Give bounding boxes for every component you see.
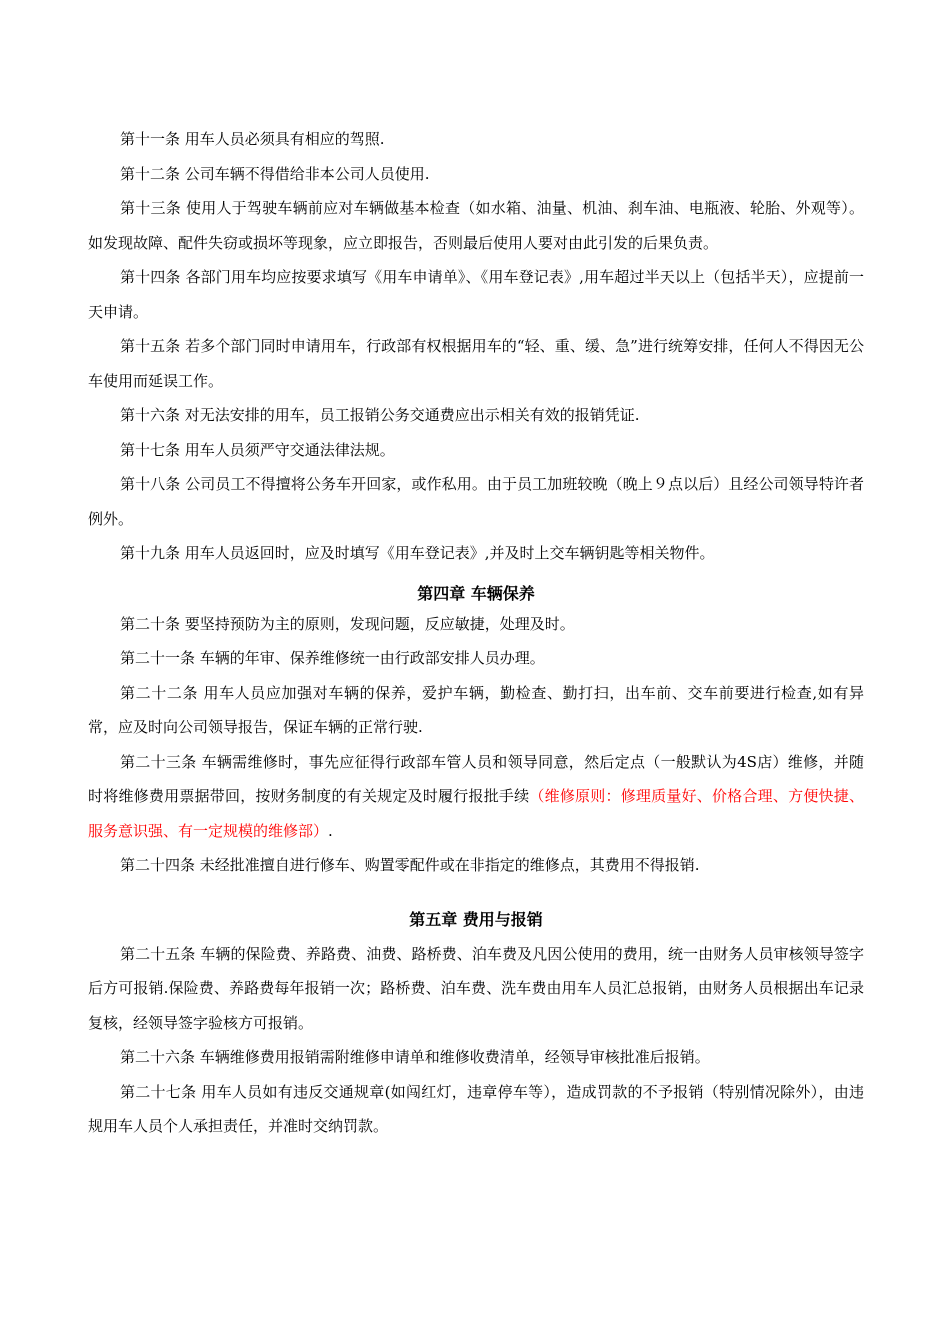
article-20: 第二十条 要坚持预防为主的原则，发现问题，反应敏捷，处理及时。 (120, 614, 575, 633)
article-15: 第十五条 若多个部门同时申请用车，行政部有权根据用车的“轻、重、缓、急”进行统筹安排，任何人不得因无公车使用而延误工作。 (88, 337, 864, 390)
article-11: 第十一条 用车人员必须具有相应的驾照. (120, 130, 385, 148)
article-23-end: . (328, 821, 333, 840)
article-23-text: 第二十三条 车辆需维修时，事先应征得行政部车管人员和领导同意，然后定点（一般默认为4S店）维修，并随时将维修费用票据带回，按财务制度的有关规定及时履行报批手续 (88, 752, 864, 805)
chapter-4-heading: 第四章 车辆保养 (417, 583, 535, 603)
article-23 (88, 745, 864, 849)
article-26: 第二十六条 车辆维修费用报销需附维修申请单和维修收费清单，经领导审核批准后报销。 (120, 1048, 710, 1066)
article-23-maintenance-principle: （维修原则：修理质量好、价格合理、方便快捷、服务意识强、有一定规模的维修部） (88, 787, 864, 840)
article-25: 第二十五条 车辆的保险费、养路费、油费、路桥费、泊车费及凡因公使用的费用，统一由财务人员审核领导签字后方可报销.保险费、养路费每年报销一次；路桥费、泊车费、洗车费由用车人员汇总报销，由财务人员根据出车记录复核，经领导签字验核方可报销。 (88, 944, 864, 1032)
chapter-5-heading: 第五章 费用与报销 (409, 909, 543, 929)
article-18: 第十八条 公司员工不得擅将公务车开回家，或作私用。由于员工加班较晚（晚上９点以后）且经公司领导特许者例外。 (88, 475, 864, 528)
article-21: 第二十一条 车辆的年审、保养维修统一由行政部安排人员办理。 (120, 649, 545, 667)
article-13: 第十三条 使用人于驾驶车辆前应对车辆做基本检查（如水箱、油量、机油、刹车油、电瓶液、轮胎、外观等）。如发现故障、配件失窃或损坏等现象，应立即报告，否则最后使用人要对由此引发的后果负责。 (88, 199, 864, 252)
document-page (88, 122, 864, 1144)
article-12: 第十二条 公司车辆不得借给非本公司人员使用. (120, 164, 430, 183)
article-22: 第二十二条 用车人员应加强对车辆的保养，爱护车辆，勤检查、勤打扫，出车前、交车前要进行检查,如有异常，应及时向公司领导报告，保证车辆的正常行驶. (88, 683, 864, 736)
article-27: 第二十七条 用车人员如有违反交通规章(如闯红灯，违章停车等），造成罚款的不予报销（特别情况除外），由违规用车人员个人承担责任，并准时交纳罚款。 (88, 1082, 864, 1135)
article-16: 第十六条 对无法安排的用车，员工报销公务交通费应出示相关有效的报销凭证. (120, 406, 640, 424)
article-19: 第十九条 用车人员返回时，应及时填写《用车登记表》,并及时上交车辆钥匙等相关物件。 (120, 544, 715, 562)
article-24: 第二十四条 未经批准擅自进行修车、购置零配件或在非指定的维修点，其费用不得报销. (120, 856, 700, 874)
article-14: 第十四条 各部门用车均应按要求填写《用车申请单》、《用车登记表》,用车超过半天以上（包括半天），应提前一天申请。 (88, 268, 864, 321)
article-17: 第十七条 用车人员须严守交通法律法规。 (120, 440, 395, 459)
